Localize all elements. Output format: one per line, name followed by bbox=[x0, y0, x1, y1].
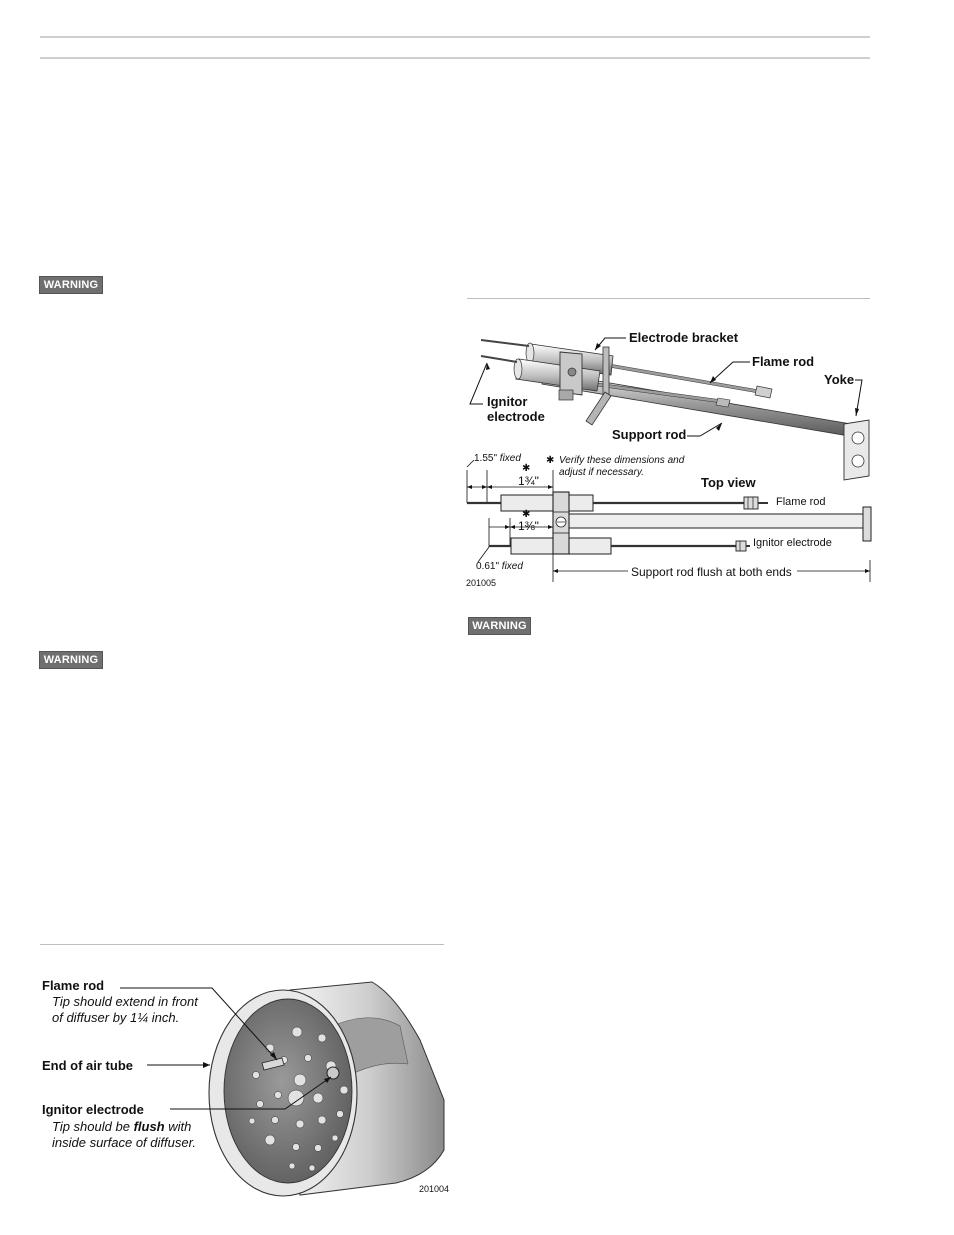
diffuser-flame-rod-label: Flame rod bbox=[42, 978, 105, 993]
diffuser-flame-rod-note-1: Tip should extend in front bbox=[52, 994, 198, 1009]
figure-code-201005: 201005 bbox=[466, 578, 497, 588]
flame-rod-label: Flame rod bbox=[752, 354, 815, 369]
electrode-bracket-label: Electrode bracket bbox=[629, 330, 739, 345]
asterisk-note: ✱ bbox=[546, 455, 555, 466]
asterisk-bottom: ✱ bbox=[522, 509, 531, 520]
ignitor-electrode-label-line1: Ignitor bbox=[487, 394, 528, 409]
dim-bottom-adjust: 1⅜" bbox=[518, 519, 539, 533]
warning-badge: WARNING bbox=[39, 276, 103, 294]
warning-badge: WARNING bbox=[468, 617, 531, 635]
warning-badge: WARNING bbox=[39, 651, 103, 669]
diffuser-ignitor-label: Ignitor electrode bbox=[42, 1102, 144, 1117]
asterisk-top: ✱ bbox=[522, 463, 531, 474]
figure-code-201004: 201004 bbox=[419, 1184, 450, 1194]
yoke-label: Yoke bbox=[824, 372, 855, 387]
diffuser-ignitor-note-1 bbox=[52, 1119, 191, 1135]
diffuser-flame-rod-note-2: of diffuser by 1¼ inch. bbox=[52, 1010, 180, 1025]
ignitor-electrode-label-line2: electrode bbox=[487, 409, 545, 424]
top-view-flame-rod-label: Flame rod bbox=[776, 496, 826, 508]
dim-bottom-fixed-value: 0.61" bbox=[476, 561, 500, 572]
support-rod-label: Support rod bbox=[612, 427, 687, 442]
ignitor-note-bold: flush bbox=[133, 1119, 165, 1134]
dim-bottom-fixed-note: fixed bbox=[501, 561, 523, 572]
verify-note-line1: Verify these dimensions and bbox=[559, 455, 685, 466]
dim-top-adjust: 1¾" bbox=[518, 474, 539, 488]
dim-top-fixed-note: fixed bbox=[499, 453, 521, 464]
dim-top-fixed-value: 1.55" bbox=[474, 453, 498, 464]
ignitor-note-post: with bbox=[164, 1119, 192, 1134]
end-of-air-tube-label: End of air tube bbox=[42, 1058, 133, 1073]
support-rod-flush-note: Support rod flush at both ends bbox=[631, 565, 792, 579]
top-view-title: Top view bbox=[701, 475, 756, 490]
verify-note-line2: adjust if necessary. bbox=[559, 467, 644, 478]
top-view-ignitor-label: Ignitor electrode bbox=[753, 537, 832, 549]
diffuser-ignitor-note-2: inside surface of diffuser. bbox=[52, 1135, 197, 1150]
ignitor-note-pre: Tip should be bbox=[52, 1119, 134, 1134]
